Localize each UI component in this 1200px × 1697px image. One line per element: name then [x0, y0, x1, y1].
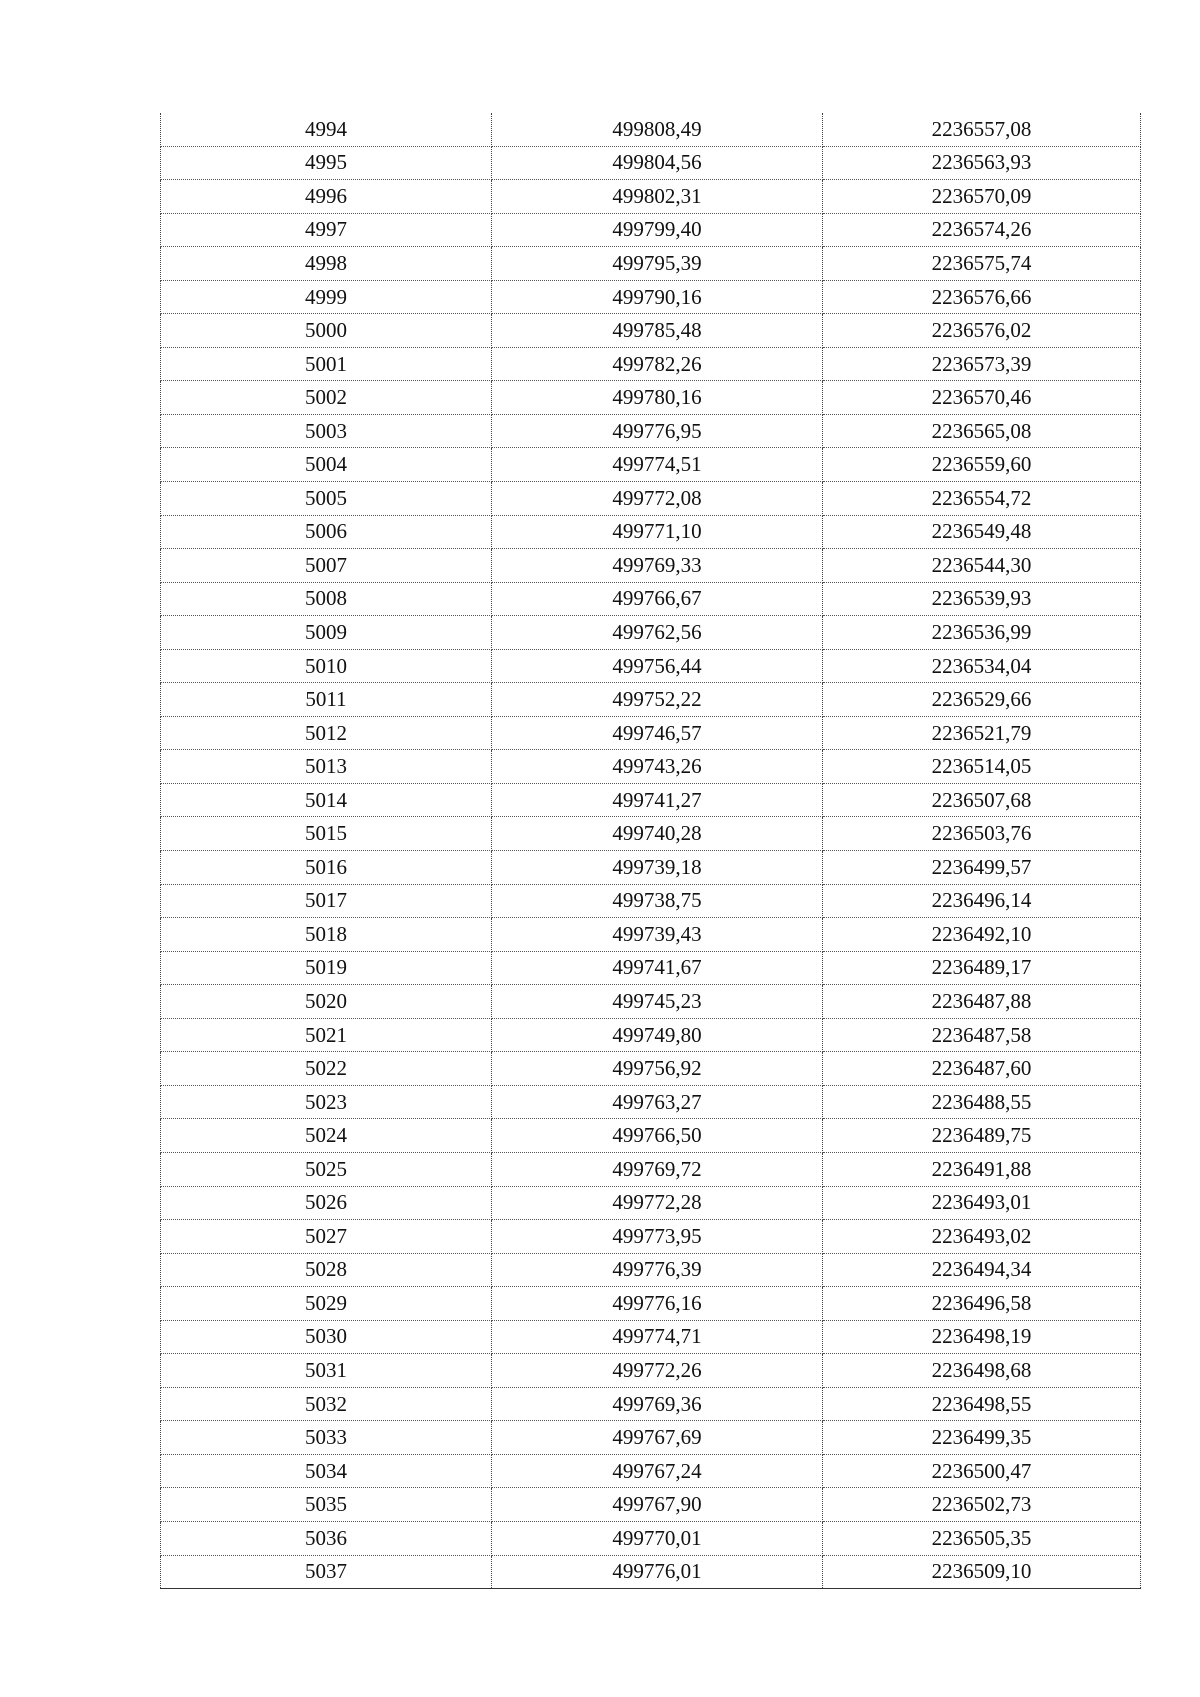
table-row — [161, 884, 1141, 918]
y-coordinate-cell: 2236498,68 — [823, 1354, 1141, 1388]
table-row — [161, 1152, 1141, 1186]
point-number-cell: 4995 — [161, 146, 492, 180]
x-coordinate-cell: 499795,39 — [492, 247, 823, 281]
table-row — [161, 146, 1141, 180]
table-row — [161, 448, 1141, 482]
table-row — [161, 381, 1141, 415]
y-coordinate-cell: 2236534,04 — [823, 649, 1141, 683]
table-row — [161, 180, 1141, 214]
x-coordinate-cell: 499776,39 — [492, 1253, 823, 1287]
y-coordinate-cell: 2236544,30 — [823, 549, 1141, 583]
x-coordinate-cell: 499738,75 — [492, 884, 823, 918]
point-number-cell: 5017 — [161, 884, 492, 918]
x-coordinate-cell: 499767,24 — [492, 1454, 823, 1488]
x-coordinate-cell: 499780,16 — [492, 381, 823, 415]
table-row — [161, 582, 1141, 616]
x-coordinate-cell: 499756,92 — [492, 1052, 823, 1086]
y-coordinate-cell: 2236496,58 — [823, 1287, 1141, 1321]
y-coordinate-cell: 2236496,14 — [823, 884, 1141, 918]
point-number-cell: 5033 — [161, 1421, 492, 1455]
y-coordinate-cell: 2236559,60 — [823, 448, 1141, 482]
y-coordinate-cell: 2236489,17 — [823, 951, 1141, 985]
point-number-cell: 5014 — [161, 783, 492, 817]
y-coordinate-cell: 2236493,01 — [823, 1186, 1141, 1220]
x-coordinate-cell: 499790,16 — [492, 280, 823, 314]
x-coordinate-cell: 499772,26 — [492, 1354, 823, 1388]
table-row — [161, 113, 1141, 146]
point-number-cell: 5025 — [161, 1152, 492, 1186]
x-coordinate-cell: 499769,72 — [492, 1152, 823, 1186]
table-row — [161, 347, 1141, 381]
y-coordinate-cell: 2236487,58 — [823, 1018, 1141, 1052]
y-coordinate-cell: 2236500,47 — [823, 1454, 1141, 1488]
y-coordinate-cell: 2236507,68 — [823, 783, 1141, 817]
x-coordinate-cell: 499739,18 — [492, 851, 823, 885]
x-coordinate-cell: 499746,57 — [492, 716, 823, 750]
x-coordinate-cell: 499739,43 — [492, 918, 823, 952]
table-row — [161, 1018, 1141, 1052]
point-number-cell: 5008 — [161, 582, 492, 616]
y-coordinate-cell: 2236570,46 — [823, 381, 1141, 415]
point-number-cell: 5031 — [161, 1354, 492, 1388]
x-coordinate-cell: 499767,69 — [492, 1421, 823, 1455]
y-coordinate-cell: 2236509,10 — [823, 1555, 1141, 1589]
point-number-cell: 4998 — [161, 247, 492, 281]
y-coordinate-cell: 2236499,35 — [823, 1421, 1141, 1455]
point-number-cell: 5022 — [161, 1052, 492, 1086]
point-number-cell: 5028 — [161, 1253, 492, 1287]
point-number-cell: 4996 — [161, 180, 492, 214]
y-coordinate-cell: 2236575,74 — [823, 247, 1141, 281]
point-number-cell: 5012 — [161, 716, 492, 750]
y-coordinate-cell: 2236521,79 — [823, 716, 1141, 750]
point-number-cell: 4997 — [161, 213, 492, 247]
point-number-cell: 5010 — [161, 649, 492, 683]
y-coordinate-cell: 2236574,26 — [823, 213, 1141, 247]
table-row — [161, 1488, 1141, 1522]
point-number-cell: 4994 — [161, 113, 492, 146]
point-number-cell: 5015 — [161, 817, 492, 851]
table-row — [161, 851, 1141, 885]
table-row — [161, 482, 1141, 516]
y-coordinate-cell: 2236554,72 — [823, 482, 1141, 516]
point-number-cell: 5001 — [161, 347, 492, 381]
x-coordinate-cell: 499769,36 — [492, 1387, 823, 1421]
x-coordinate-cell: 499771,10 — [492, 515, 823, 549]
point-number-cell: 5009 — [161, 616, 492, 650]
table-row — [161, 817, 1141, 851]
point-number-cell: 5026 — [161, 1186, 492, 1220]
point-number-cell: 5032 — [161, 1387, 492, 1421]
table-row — [161, 1387, 1141, 1421]
point-number-cell: 5016 — [161, 851, 492, 885]
table-row — [161, 213, 1141, 247]
table-row — [161, 1454, 1141, 1488]
y-coordinate-cell: 2236570,09 — [823, 180, 1141, 214]
point-number-cell: 5036 — [161, 1521, 492, 1555]
y-coordinate-cell: 2236502,73 — [823, 1488, 1141, 1522]
point-number-cell: 5035 — [161, 1488, 492, 1522]
y-coordinate-cell: 2236505,35 — [823, 1521, 1141, 1555]
y-coordinate-cell: 2236487,88 — [823, 985, 1141, 1019]
table-row — [161, 683, 1141, 717]
point-number-cell: 5024 — [161, 1119, 492, 1153]
table-row — [161, 716, 1141, 750]
table-row — [161, 1555, 1141, 1589]
point-number-cell: 5020 — [161, 985, 492, 1019]
x-coordinate-cell: 499772,28 — [492, 1186, 823, 1220]
x-coordinate-cell: 499769,33 — [492, 549, 823, 583]
y-coordinate-cell: 2236493,02 — [823, 1220, 1141, 1254]
y-coordinate-cell: 2236489,75 — [823, 1119, 1141, 1153]
x-coordinate-cell: 499766,67 — [492, 582, 823, 616]
y-coordinate-cell: 2236514,05 — [823, 750, 1141, 784]
point-number-cell: 5011 — [161, 683, 492, 717]
point-number-cell: 4999 — [161, 280, 492, 314]
x-coordinate-cell: 499741,27 — [492, 783, 823, 817]
point-number-cell: 5019 — [161, 951, 492, 985]
table-row — [161, 515, 1141, 549]
table-row — [161, 1421, 1141, 1455]
table-row — [161, 1521, 1141, 1555]
table-row — [161, 549, 1141, 583]
point-number-cell: 5005 — [161, 482, 492, 516]
table-row — [161, 414, 1141, 448]
y-coordinate-cell: 2236487,60 — [823, 1052, 1141, 1086]
x-coordinate-cell: 499776,16 — [492, 1287, 823, 1321]
x-coordinate-cell: 499743,26 — [492, 750, 823, 784]
x-coordinate-cell: 499774,71 — [492, 1320, 823, 1354]
table-row — [161, 1320, 1141, 1354]
y-coordinate-cell: 2236536,99 — [823, 616, 1141, 650]
x-coordinate-cell: 499799,40 — [492, 213, 823, 247]
y-coordinate-cell: 2236491,88 — [823, 1152, 1141, 1186]
point-number-cell: 5007 — [161, 549, 492, 583]
x-coordinate-cell: 499808,49 — [492, 113, 823, 146]
y-coordinate-cell: 2236499,57 — [823, 851, 1141, 885]
point-number-cell: 5029 — [161, 1287, 492, 1321]
x-coordinate-cell: 499804,56 — [492, 146, 823, 180]
x-coordinate-cell: 499776,01 — [492, 1555, 823, 1589]
x-coordinate-cell: 499772,08 — [492, 482, 823, 516]
point-number-cell: 5004 — [161, 448, 492, 482]
table-row — [161, 1052, 1141, 1086]
point-number-cell: 5021 — [161, 1018, 492, 1052]
y-coordinate-cell: 2236529,66 — [823, 683, 1141, 717]
table-row — [161, 616, 1141, 650]
coordinates-table — [160, 113, 1141, 1589]
x-coordinate-cell: 499763,27 — [492, 1085, 823, 1119]
table-row — [161, 649, 1141, 683]
table-row — [161, 1085, 1141, 1119]
x-coordinate-cell: 499749,80 — [492, 1018, 823, 1052]
x-coordinate-cell: 499766,50 — [492, 1119, 823, 1153]
table-row — [161, 918, 1141, 952]
x-coordinate-cell: 499802,31 — [492, 180, 823, 214]
table-row — [161, 247, 1141, 281]
point-number-cell: 5030 — [161, 1320, 492, 1354]
point-number-cell: 5034 — [161, 1454, 492, 1488]
y-coordinate-cell: 2236557,08 — [823, 113, 1141, 146]
point-number-cell: 5018 — [161, 918, 492, 952]
point-number-cell: 5027 — [161, 1220, 492, 1254]
x-coordinate-cell: 499752,22 — [492, 683, 823, 717]
point-number-cell: 5023 — [161, 1085, 492, 1119]
table-row — [161, 1220, 1141, 1254]
table-row — [161, 985, 1141, 1019]
x-coordinate-cell: 499785,48 — [492, 314, 823, 348]
point-number-cell: 5006 — [161, 515, 492, 549]
table-row — [161, 280, 1141, 314]
x-coordinate-cell: 499770,01 — [492, 1521, 823, 1555]
y-coordinate-cell: 2236498,55 — [823, 1387, 1141, 1421]
point-number-cell: 5013 — [161, 750, 492, 784]
y-coordinate-cell: 2236494,34 — [823, 1253, 1141, 1287]
point-number-cell: 5003 — [161, 414, 492, 448]
table-row — [161, 783, 1141, 817]
y-coordinate-cell: 2236565,08 — [823, 414, 1141, 448]
y-coordinate-cell: 2236573,39 — [823, 347, 1141, 381]
x-coordinate-cell: 499774,51 — [492, 448, 823, 482]
y-coordinate-cell: 2236492,10 — [823, 918, 1141, 952]
table-row — [161, 1354, 1141, 1388]
table-row — [161, 1287, 1141, 1321]
coordinates-table-body — [161, 113, 1141, 1589]
table-row — [161, 750, 1141, 784]
y-coordinate-cell: 2236563,93 — [823, 146, 1141, 180]
x-coordinate-cell: 499756,44 — [492, 649, 823, 683]
y-coordinate-cell: 2236576,66 — [823, 280, 1141, 314]
x-coordinate-cell: 499773,95 — [492, 1220, 823, 1254]
point-number-cell: 5000 — [161, 314, 492, 348]
y-coordinate-cell: 2236488,55 — [823, 1085, 1141, 1119]
y-coordinate-cell: 2236549,48 — [823, 515, 1141, 549]
y-coordinate-cell: 2236503,76 — [823, 817, 1141, 851]
table-row — [161, 951, 1141, 985]
x-coordinate-cell: 499740,28 — [492, 817, 823, 851]
x-coordinate-cell: 499782,26 — [492, 347, 823, 381]
x-coordinate-cell: 499741,67 — [492, 951, 823, 985]
table-row — [161, 314, 1141, 348]
y-coordinate-cell: 2236498,19 — [823, 1320, 1141, 1354]
table-row — [161, 1253, 1141, 1287]
point-number-cell: 5002 — [161, 381, 492, 415]
y-coordinate-cell: 2236539,93 — [823, 582, 1141, 616]
x-coordinate-cell: 499776,95 — [492, 414, 823, 448]
x-coordinate-cell: 499762,56 — [492, 616, 823, 650]
y-coordinate-cell: 2236576,02 — [823, 314, 1141, 348]
table-row — [161, 1186, 1141, 1220]
point-number-cell: 5037 — [161, 1555, 492, 1589]
x-coordinate-cell: 499745,23 — [492, 985, 823, 1019]
table-row — [161, 1119, 1141, 1153]
x-coordinate-cell: 499767,90 — [492, 1488, 823, 1522]
